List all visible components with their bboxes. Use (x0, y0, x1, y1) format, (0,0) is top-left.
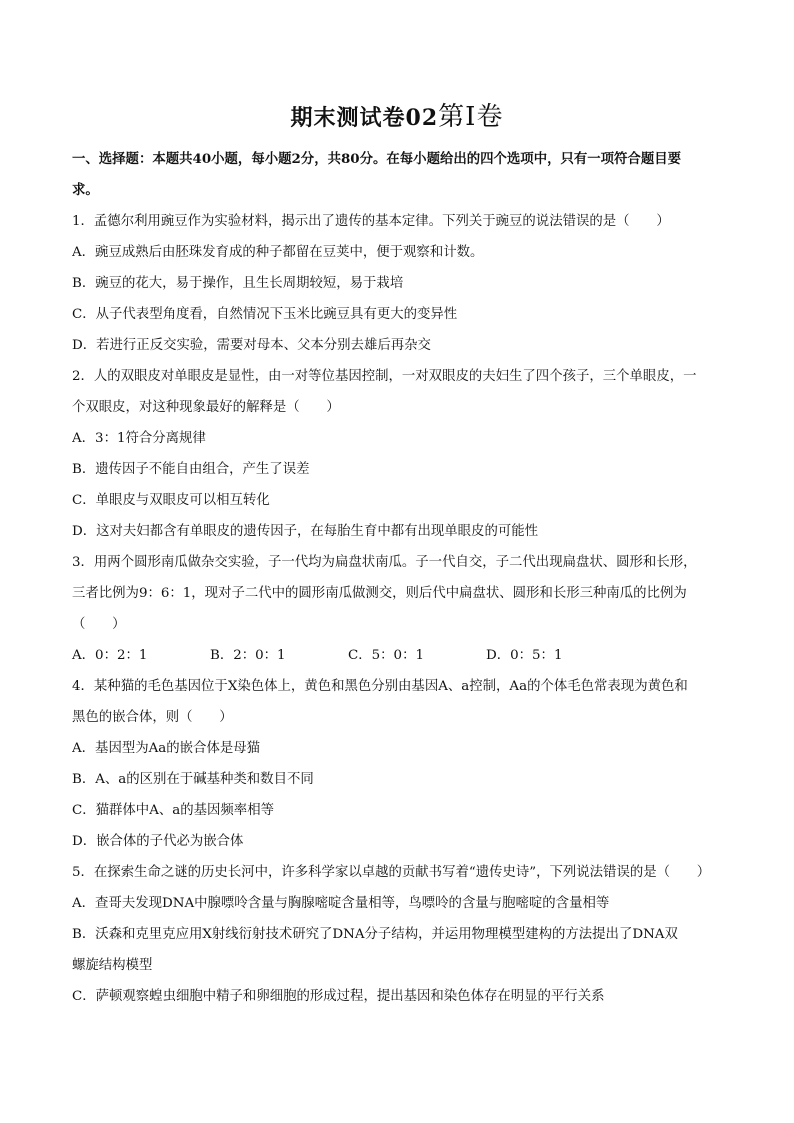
question-4 (72, 671, 724, 857)
option-a: A．基因型为Aa的嵌合体是母猫 (72, 741, 261, 756)
question-stem: 4．某种猫的毛色基因位于X染色体上，黄色和黑色分别由基因A、a控制，Aa的个体毛色常表现为黄色和 (72, 679, 688, 694)
option-b: B．A、a的区别在于碱基种类和数目不同 (72, 772, 314, 787)
question-stem-cont: 黑色的嵌合体，则（ ） (72, 710, 233, 725)
option-b: B．豌豆的花大，易于操作，且生长周期较短，易于栽培 (72, 276, 404, 291)
inline-options (72, 640, 724, 671)
question-stem-cont: 三者比例为9：6：1，现对子二代中的圆形南瓜做测交，则后代中扁盘状、圆形和长形三种南瓜的比例为 (72, 586, 687, 601)
option-b: B．沃森和克里克应用X射线衍射技术研究了DNA分子结构，并运用物理模型建构的方法提出了DNA双 (72, 927, 678, 942)
option-c: C．从子代表型角度看，自然情况下玉米比豌豆具有更大的变异性 (72, 307, 458, 322)
option-d: D．嵌合体的子代必为嵌合体 (72, 834, 244, 849)
option-d: D．这对夫妇都含有单眼皮的遗传因子，在每胎生育中都有出现单眼皮的可能性 (72, 524, 539, 539)
title-suffix: 第Ⅰ卷 (438, 102, 504, 132)
question-stem-cont: （ ） (72, 617, 126, 632)
title-main: 期末测试卷02 (290, 105, 439, 131)
option-b: B．2：0：1 (210, 648, 286, 663)
option-b: B．遗传因子不能自由组合，产生了误差 (72, 462, 310, 477)
question-1 (72, 206, 724, 361)
section-instructions-cont: 求。 (72, 182, 99, 198)
option-b-cont: 螺旋结构模型 (72, 958, 153, 973)
question-2 (72, 361, 724, 547)
option-a: A．豌豆成熟后由胚珠发育成的种子都留在豆荚中，便于观察和计数。 (72, 245, 484, 260)
option-c: C．单眼皮与双眼皮可以相互转化 (72, 493, 270, 508)
question-5 (72, 857, 724, 1012)
question-stem: 2．人的双眼皮对单眼皮是显性，由一对等位基因控制，一对双眼皮的夫妇生了四个孩子，三个单眼皮，一 (72, 369, 697, 384)
section-instructions: 一、选择题：本题共40小题，每小题2分，共80分。在每小题给出的四个选项中，只有一项符合题目要 (72, 151, 681, 167)
question-stem: 5．在探索生命之谜的历史长河中，许多科学家以卓越的贡献书写着“遗传史诗”，下列说法错误的是（ ） (72, 865, 711, 880)
question-stem: 1．孟德尔利用豌豆作为实验材料，揭示出了遗传的基本定律。下列关于豌豆的说法错误的是（ ） (72, 214, 670, 229)
option-a: A．查哥夫发现DNA中腺嘌呤含量与胸腺嘧啶含量相等，鸟嘌呤的含量与胞嘧啶的含量相等 (72, 896, 610, 911)
option-d: D．若进行正反交实验，需要对母本、父本分别去雄后再杂交 (72, 338, 431, 353)
option-c: C．萨顿观察蝗虫细胞中精子和卵细胞的形成过程，提出基因和染色体存在明显的平行关系 (72, 989, 605, 1004)
question-stem: 3．用两个圆形南瓜做杂交实验，子一代均为扁盘状南瓜。子一代自交，子二代出现扁盘状、圆形和长形， (72, 555, 697, 570)
option-a: A．3：1符合分离规律 (72, 431, 206, 446)
option-c: C．5：0：1 (348, 648, 424, 663)
page-title (0, 96, 794, 133)
question-3 (72, 547, 724, 671)
question-stem-cont: 个双眼皮，对这种现象最好的解释是（ ） (72, 400, 340, 415)
option-a: A．0：2：1 (72, 648, 148, 663)
option-d: D．0：5：1 (486, 648, 563, 663)
exam-content (72, 144, 724, 1012)
option-c: C．猫群体中A、a的基因频率相等 (72, 803, 274, 818)
